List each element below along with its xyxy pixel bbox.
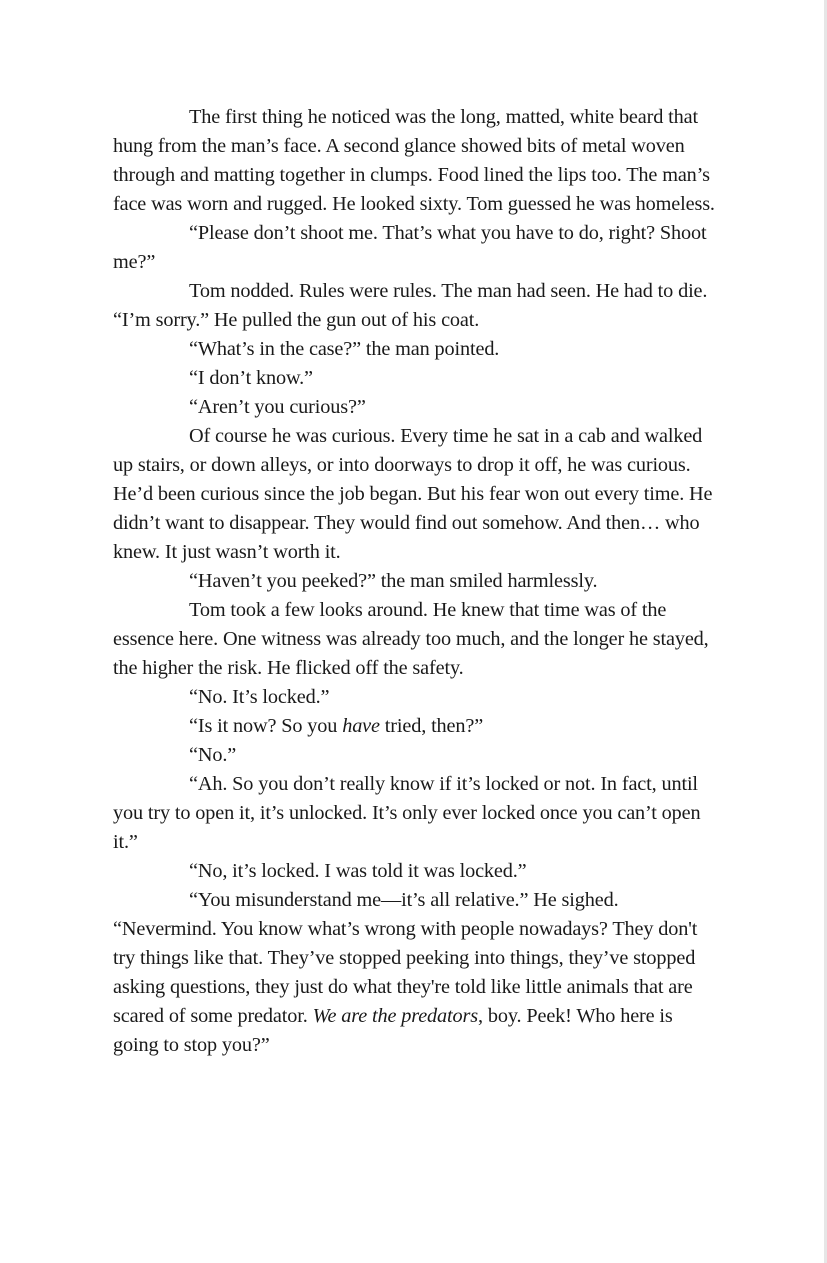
italic-text: We are the predators <box>312 1005 478 1027</box>
paragraph: Tom took a few looks around. He knew that time was of the essence here. One witness was already too much, and the longer he stayed, the higher the risk. He flicked off the safety. <box>113 599 709 679</box>
paragraph: “What’s in the case?” the man pointed. <box>189 338 500 360</box>
text-run: “Nevermind. You know what’s wrong with people nowadays? They don't try things like that. They’ve stopped peeking into things, they’ve stopped asking questions, they just do what they're told like little animals that are scared of some predator. <box>113 918 698 1027</box>
paragraph: “No. It’s locked.” <box>189 686 330 708</box>
paragraph: “Aren’t you curious?” <box>189 396 366 418</box>
paragraph-no-indent <box>113 915 717 1060</box>
paragraph: Of course he was curious. Every time he sat in a cab and walked up stairs, or down alleys, or into doorways to drop it off, he was curious. He’d been curious since the job began. But his fear won out every time. He didn’t want to disappear. They would find out somehow. And then… who knew. It just wasn’t worth it. <box>113 425 713 563</box>
paragraph: “Ah. So you don’t really know if it’s locked or not. In fact, until you try to open it, it’s unlocked. It’s only ever locked once you can’t open it.” <box>113 773 701 853</box>
paragraph: The first thing he noticed was the long, matted, white beard that hung from the man’s face. A second glance showed bits of metal woven through and matting together in clumps. Food lined the lips too. The man’s face was worn and rugged. He looked sixty. Tom guessed he was homeless. <box>113 106 715 215</box>
paragraph: “Please don’t shoot me. That’s what you have to do, right? Shoot me?” <box>113 222 707 273</box>
text-run: , boy. Peek! Who here is going to stop you?” <box>113 1005 673 1056</box>
paragraph: “I don’t know.” <box>189 367 313 389</box>
body-text <box>113 103 717 1060</box>
paragraph: “No, it’s locked. I was told it was locked.” <box>189 860 527 882</box>
paragraph <box>113 712 717 741</box>
paragraph: “Haven’t you peeked?” the man smiled harmlessly. <box>189 570 598 592</box>
italic-text: have <box>342 715 380 737</box>
paragraph: “You misunderstand me—it’s all relative.” He sighed. <box>189 889 619 911</box>
paragraph: “No.” <box>189 744 237 766</box>
text-run: “Is it now? So you <box>189 715 343 737</box>
text-run: tried, then?” <box>379 715 484 737</box>
paragraph: Tom nodded. Rules were rules. The man had seen. He had to die. “I’m sorry.” He pulled the gun out of his coat. <box>113 280 708 331</box>
